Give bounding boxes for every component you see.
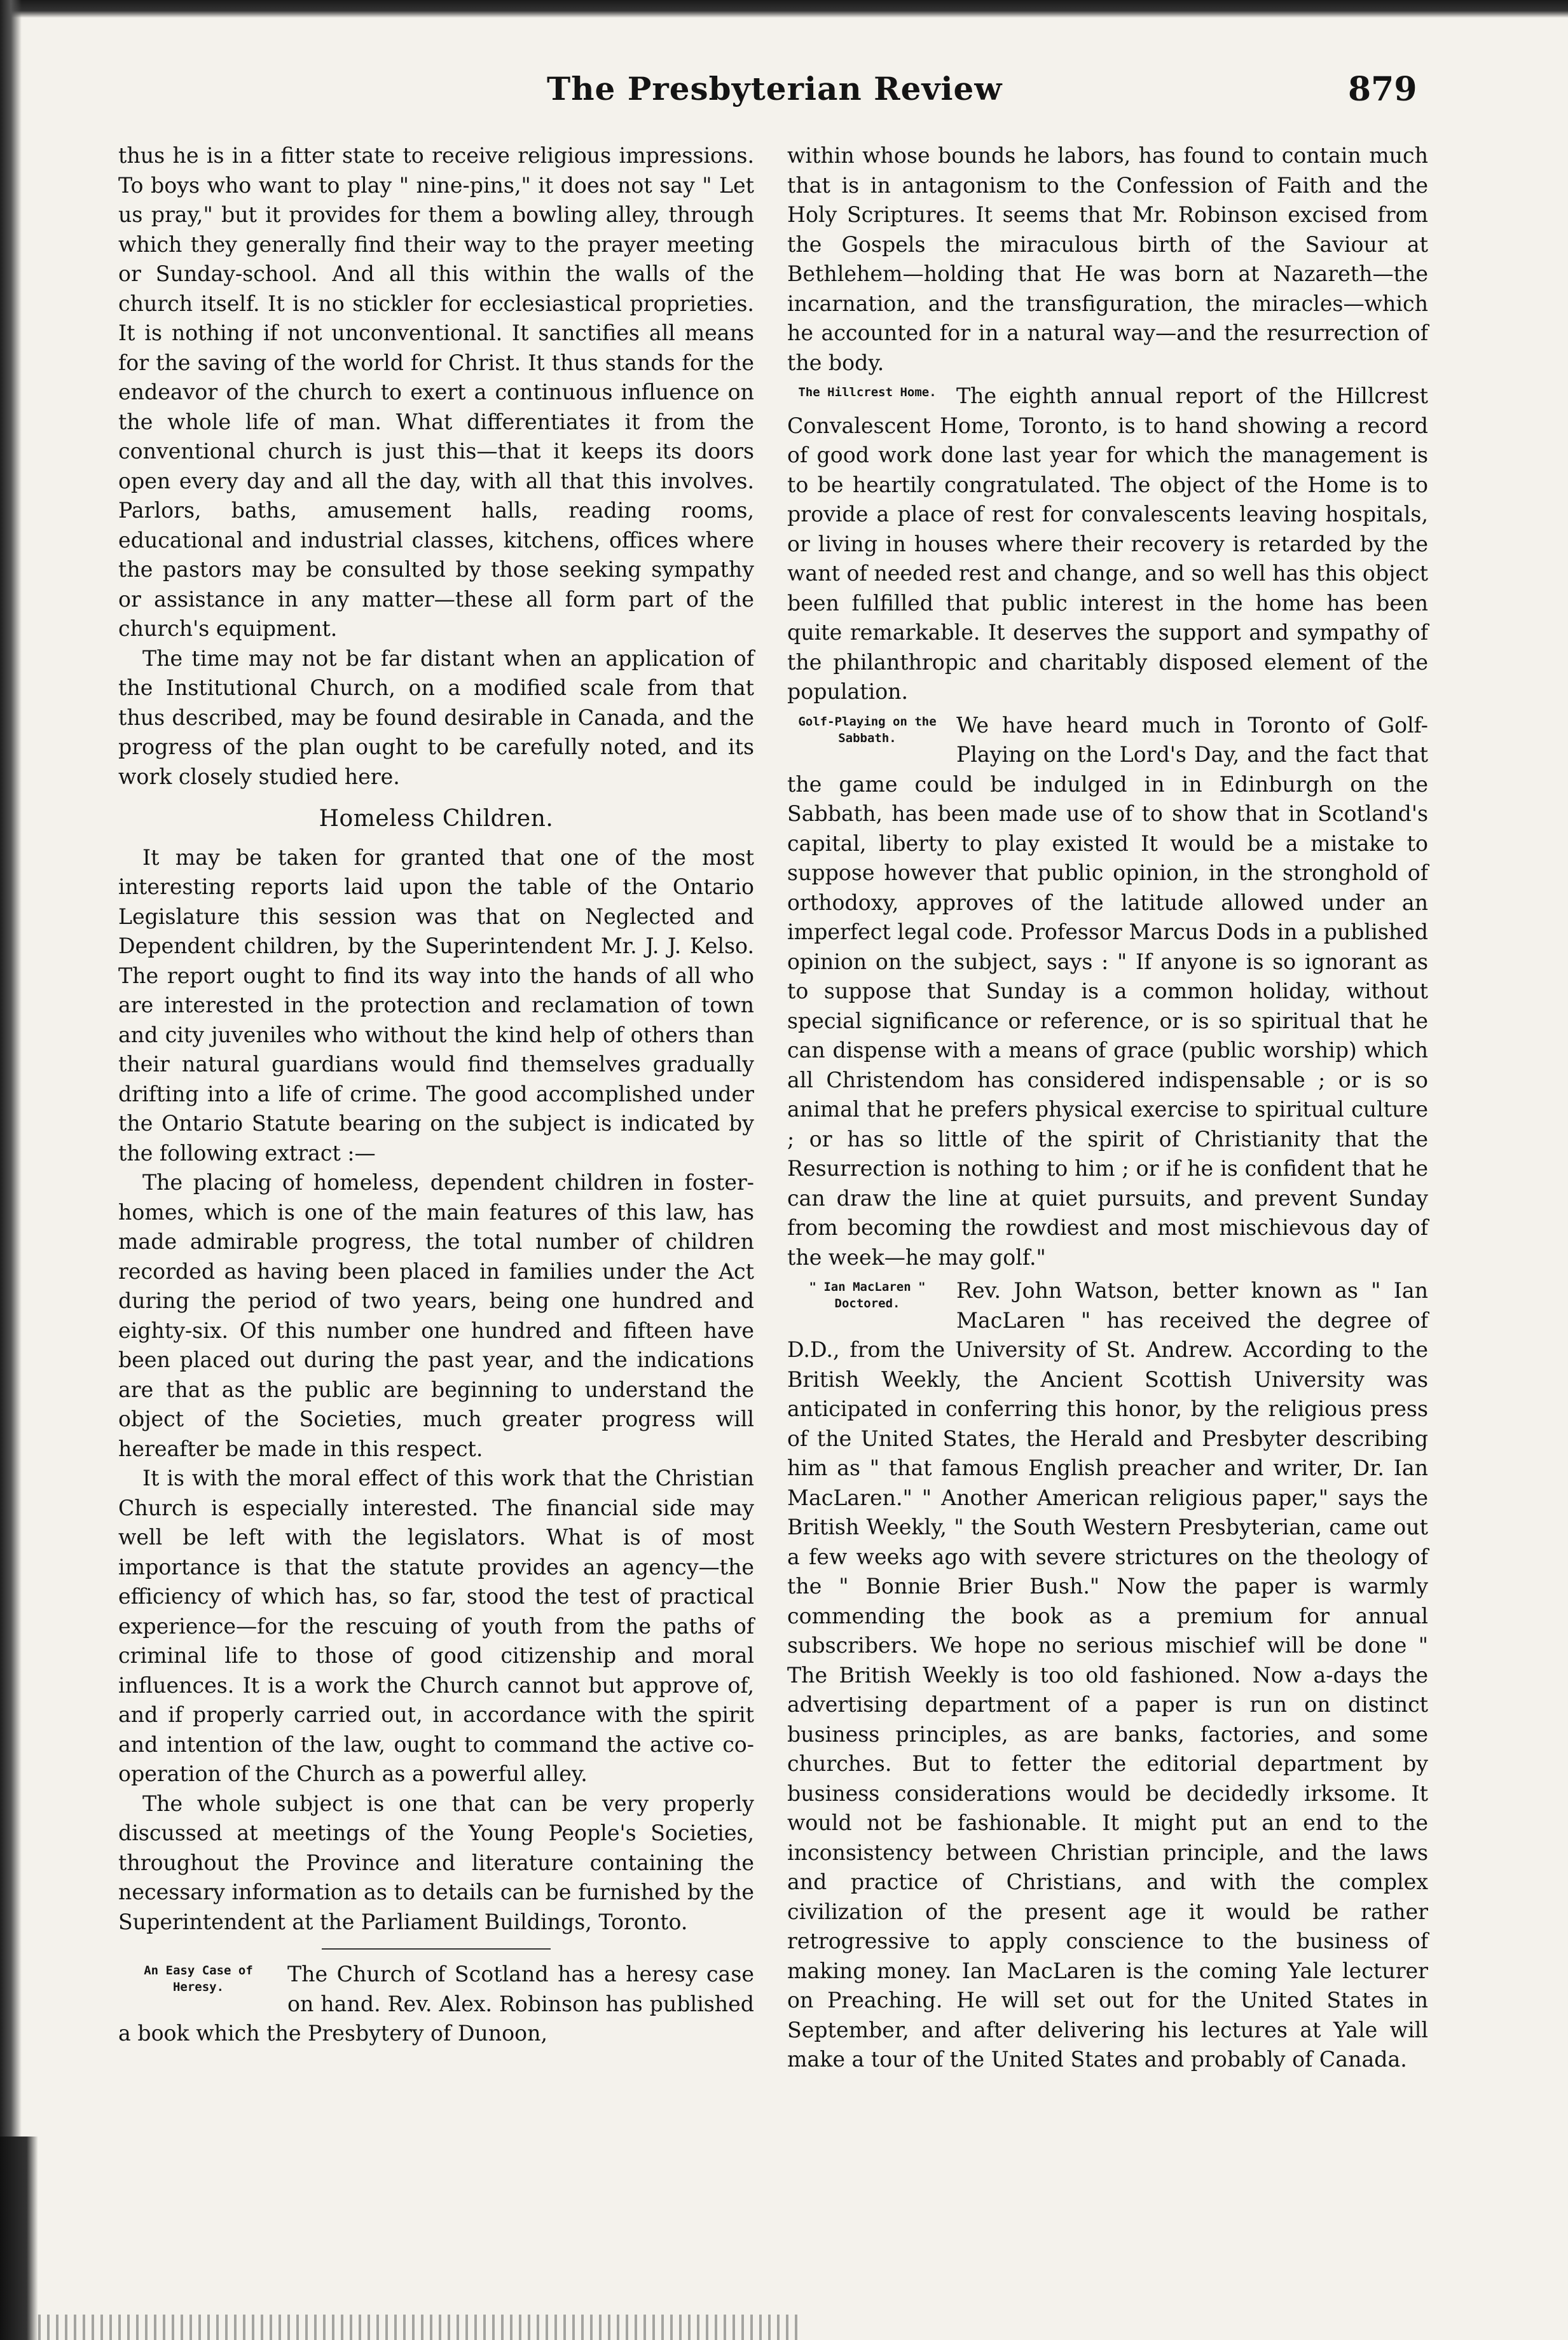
heresy-text: The Church of Scotland has a heresy case on hand. Rev. Alex. Robinson has published a book which the Presbytery of Dunoon, <box>118 1962 754 2046</box>
scan-top-edge <box>0 0 1568 18</box>
paragraph-extract: The placing of homeless, dependent children in foster-homes, which is one of the main features of this law, has made admirable progress, the total number of children recorded as having been placed in families under the Act during the period of two years, being one hundred and eighty-six. Of this number one hundred and fifteen have been placed out during the past year, and the indications are that as the public are beginning to understand the object of the Societies, much greater progress will hereafter be made in this respect. <box>118 1170 754 1461</box>
paragraph-golf <box>787 711 1428 1273</box>
section-divider <box>322 1948 551 1950</box>
golf-text: We have heard much in Toronto of Golf-Playing on the Lord's Day, and the fact that the game could be indulged in in Edinburgh on the Sabbath, has been made use of to show that in Scotland's capital, liberty to play existed It would be a mistake to suppose however that public opinion, in the stronghold of orthodoxy, approves of the latitude allowed under an imperfect legal code. Professor Marcus Dods in a published opinion on the subject, says : " If anyone is so ignorant as to suppose that Sunday is a common holiday, without special significance or reference, or is so spiritual that he can dispense with a means of grace (public worship) which all Christendom has considered indispensable ; or is so animal that he prefers physical exercise to spiritual culture ; or has so little of the spirit of Christianity that the Resurrection is nothing to him ; or if he is confident that he can draw the line at quiet pursuits, and prevent Sunday from becoming the rowdiest and most mischievous day of the week—he may golf." <box>787 712 1428 1270</box>
side-heading-maclaren: " Ian MacLaren " Doctored. <box>809 1280 926 1311</box>
paragraph-young-peoples-societies: The whole subject is one that can be very properly discussed at meetings of the Young People's Societies, throughout the Province and literature containing the necessary information as to details can be furnished by the Superintendent at the Parliament Buildings, Toronto. <box>118 1791 754 1934</box>
left-column <box>118 141 754 2049</box>
paragraph-hillcrest <box>787 382 1428 707</box>
hillcrest-text: The eighth annual report of the Hillcrest Convalescent Home, Toronto, is to hand showing a record of good work done last year for which the management is to be heartily congratulated. The object of the Home is to provide a place of rest for convalescents leaving hospitals, or living in houses where their recovery is retarded by the want of needed rest and change, and so well has this object been fulfilled that public interest in the home has been quite remarkable. It deserves the support and sympathy of the philanthropic and charitably disposed element of the population. <box>787 383 1428 704</box>
paragraph-maclaren <box>787 1276 1428 2075</box>
scan-left-edge-lower <box>0 2137 38 2340</box>
side-heading-hillcrest: The Hillcrest Home. <box>798 385 937 399</box>
page-number: 879 <box>1348 70 1417 109</box>
paragraph-robinson: within whose bounds he labors, has found to contain much that is in antagonism to the Confession of Faith and the Holy Scriptures. It seems that Mr. Robinson excised from the Gospels the miraculous birth of the Saviour at Bethlehem—holding that He was born at Nazareth—the incarnation, and the transfiguration, the miracles—which he accounted for in a natural way—and the resurrection of the body. <box>787 143 1428 375</box>
heading-homeless-children: Homeless Children. <box>319 806 554 832</box>
paragraph-institutional-church: thus he is in a fitter state to receive religious impressions. To boys who want to play " nine-pins," it does not say " Let us pray," but it provides for them a bowling alley, through which they generally find their way to the prayer meeting or Sunday-school. And all this within the walls of the church itself. It is no stickler for ecclesiastical proprieties. It is nothing if not unconventional. It sanctifies all means for the saving of the world for Christ. It thus stands for the endeavor of the church to exert a continuous influence on the whole life of man. What differentiates it from the conventional church is just this—that it keeps its doors open every day and all the day, with all that this involves. Parlors, baths, amusement halls, reading rooms, educational and industrial classes, kitchens, offices where the pastors may be consulted by those seeking sympathy or assistance in any matter—these all form part of the church's equipment. <box>118 143 754 641</box>
right-column <box>787 141 1428 2075</box>
side-heading-heresy: An Easy Case of Heresy. <box>144 1964 253 1994</box>
paragraph-canada-application: The time may not be far distant when an application of the Institutional Church, on a modified scale from that thus described, may be found desirable in Canada, and the progress of the plan ought to be carefully noted, and its work closely studied here. <box>118 645 754 789</box>
journal-title: The Presbyterian Review <box>547 70 1003 107</box>
paragraph-kelso-report: It may be taken for granted that one of the most interesting reports laid upon the table of the Ontario Legislature this session was that on Neglected and Dependent children, by the Superintendent Mr. J. J. Kelso. The report ought to find its way into the hands of all who are interested in the protection and reclamation of town and city juveniles who without the kind help of others than their natural guardians would find themselves gradually drifting into a life of crime. The good accomplished under the Ontario Statute bearing on the subject is indicated by the following extract :— <box>118 844 754 1166</box>
maclaren-text: Rev. John Watson, better known as " Ian MacLaren " has received the degree of D.D., from the University of St. Andrew. According to the British Weekly, the Ancient Scottish University was anticipated in conferring this honor, by the religious press of the United States, the Herald and Presbyter describing him as " that famous English preacher and writer, Dr. Ian MacLaren." " Another American religious paper," says the British Weekly, " the South Western Presbyterian, came out a few weeks ago with severe strictures on the theology of the " Bonnie Brier Bush." Now the paper is warmly commending the book as a premium for annual subscribers. We hope no serious mischief will be done " The British Weekly is too old fashioned. Now a-days the advertising department of a paper is run on distinct business principles, as are banks, factories, and some churches. But to fetter the editorial department by business considerations would be decidedly irksome. It would not be fashionable. It might put an end to the inconsistency between Christian principle, and the laws and practice of Christians, and with the complex civilization of the present age it would be rather retrogressive to apply conscience to the business of making money. Ian MacLaren is the coming Yale lecturer on Preaching. He will set out for the United States in September, and after delivering his lectures at Yale will make a tour of the United States and probably of Canada. <box>787 1278 1428 2072</box>
scan-bottom-edge <box>38 2315 801 2340</box>
paragraph-heresy-case <box>118 1960 754 2049</box>
side-heading-golf: Golf-Playing on the Sabbath. <box>798 714 937 745</box>
paragraph-moral-effect: It is with the moral effect of this work that the Christian Church is especially interested. The financial side may well be left with the legislators. What is of most importance is that the statute provides an agency—the efficiency of which has, so far, stood the test of practical experience—for the rescuing of youth from the paths of criminal life to those of good citizenship and moral influences. It is a work the Church cannot but approve of, and if properly carried out, in accordance with the spirit and intention of the law, ought to command the active co-operation of the Church as a powerful alley. <box>118 1466 754 1786</box>
scan-left-edge <box>0 0 22 2340</box>
